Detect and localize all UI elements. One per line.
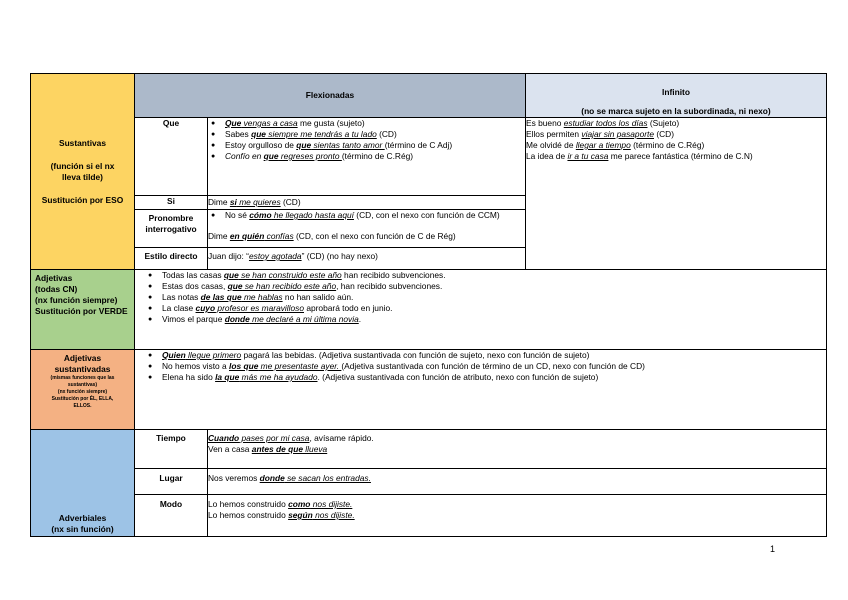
estilo-example: Juan dijo: “estoy agotada” (CD) (no hay nexo)	[208, 248, 827, 270]
modo-label: Modo	[135, 495, 208, 537]
list-item: Lo hemos construido según nos dijiste.	[208, 510, 355, 520]
sustantivas-label-cell	[31, 74, 135, 270]
adj-sust-label-cell: Adjetivas sustantivadas (mismas funciones que las sustantivas) (nx función siempre) Sustitución por ÉL, ELLA, ELLOS.	[31, 350, 135, 430]
que-examples	[208, 118, 526, 196]
list-item: ● Confío en que regreses pronto (término de C.Rég)	[208, 151, 525, 162]
modo-examples	[208, 495, 827, 537]
sustantivas-note: (función si el nx lleva tilde)	[50, 160, 115, 182]
sustantivas-substitution: Sustitución por ESO	[41, 194, 124, 205]
list-item: Es bueno estudiar todos los días (Sujeto)	[526, 118, 680, 128]
adj-sust-examples	[135, 350, 827, 430]
page-number: 1	[770, 544, 776, 554]
list-item: Lo hemos construido como nos dijiste.	[208, 499, 353, 509]
list-item: Ven a casa antes de que llueva	[208, 444, 328, 454]
list-item: ● Quien llegue primero pagará las bebidas. (Adjetiva sustantivada con función de sujeto, nexo con función de sujeto)	[145, 350, 826, 361]
sustantivas-title: Sustantivas	[58, 137, 106, 148]
que-label: Que	[135, 118, 208, 196]
list-item: ● Estoy orgulloso de que sientas tanto amor (término de C Adj)	[208, 140, 525, 151]
estilo-label: Estilo directo	[135, 248, 208, 270]
adjetivas-label-cell: Adjetivas (todas CN) (nx función siempre) Sustitución por VERDE	[31, 270, 135, 350]
header-infinito: Infinito (no se marca sujeto en la subordinada, ni nexo)	[526, 74, 827, 118]
tiempo-examples	[208, 430, 827, 469]
pronombre-label: Pronombre interrogativo	[135, 210, 208, 248]
lugar-example: Nos veremos donde se sacan los entradas.	[208, 469, 827, 495]
grammar-table	[30, 73, 827, 537]
adverbiales-label-cell: Adverbiales (nx sin función)	[31, 430, 135, 537]
list-item: Dime en quién confías (CD, con el nexo con función de C de Rég)	[208, 231, 456, 241]
header-flexionadas: Flexionadas	[135, 74, 526, 118]
tiempo-label: Tiempo	[135, 430, 208, 469]
header-infinito-sub: (no se marca sujeto en la subordinada, ni nexo)	[581, 106, 771, 116]
pronombre-examples	[208, 210, 827, 248]
list-item: ● Las notas de las que me hablas no han salido aún.	[145, 292, 826, 303]
list-item: ● Que vengas a casa me gusta (sujeto)	[208, 118, 525, 129]
list-item: ● No hemos visto a los que me presentaste ayer. (Adjetiva sustantivada con función de término de un CD, nexo con función de CD)	[145, 361, 826, 372]
list-item: ● La clase cuyo profesor es maravilloso aprobará todo en junio.	[145, 303, 826, 314]
list-item: Cuando pases por mi casa, avísame rápido.	[208, 433, 374, 443]
list-item: ● Todas las casas que se han construido este año han recibido subvenciones.	[145, 270, 826, 281]
adjetivas-examples	[135, 270, 827, 350]
list-item: La idea de ir a tu casa me parece fantástica (término de C.N)	[526, 151, 753, 161]
list-item: Ellos permiten viajar sin pasaporte (CD)	[526, 129, 675, 139]
list-item: ● Vimos el parque donde me declaré a mi última novia.	[145, 314, 826, 325]
list-item: ● Estas dos casas, que se han recibido este año, han recibido subvenciones.	[145, 281, 826, 292]
si-label: Si	[135, 196, 208, 210]
lugar-label: Lugar	[135, 469, 208, 495]
list-item: ● No sé cómo he llegado hasta aquí (CD, con el nexo con función de CCM)	[208, 210, 826, 221]
list-item: Me olvidé de llegar a tiempo (término de C.Rég)	[526, 140, 705, 150]
list-item: ● Sabes que siempre me tendrás a tu lado (CD)	[208, 129, 525, 140]
list-item: ● Elena ha sido la que más me ha ayudado. (Adjetiva sustantivada con función de atributo, nexo con función de sujeto)	[145, 372, 826, 383]
si-example: Dime si me quieres (CD)	[208, 196, 526, 210]
